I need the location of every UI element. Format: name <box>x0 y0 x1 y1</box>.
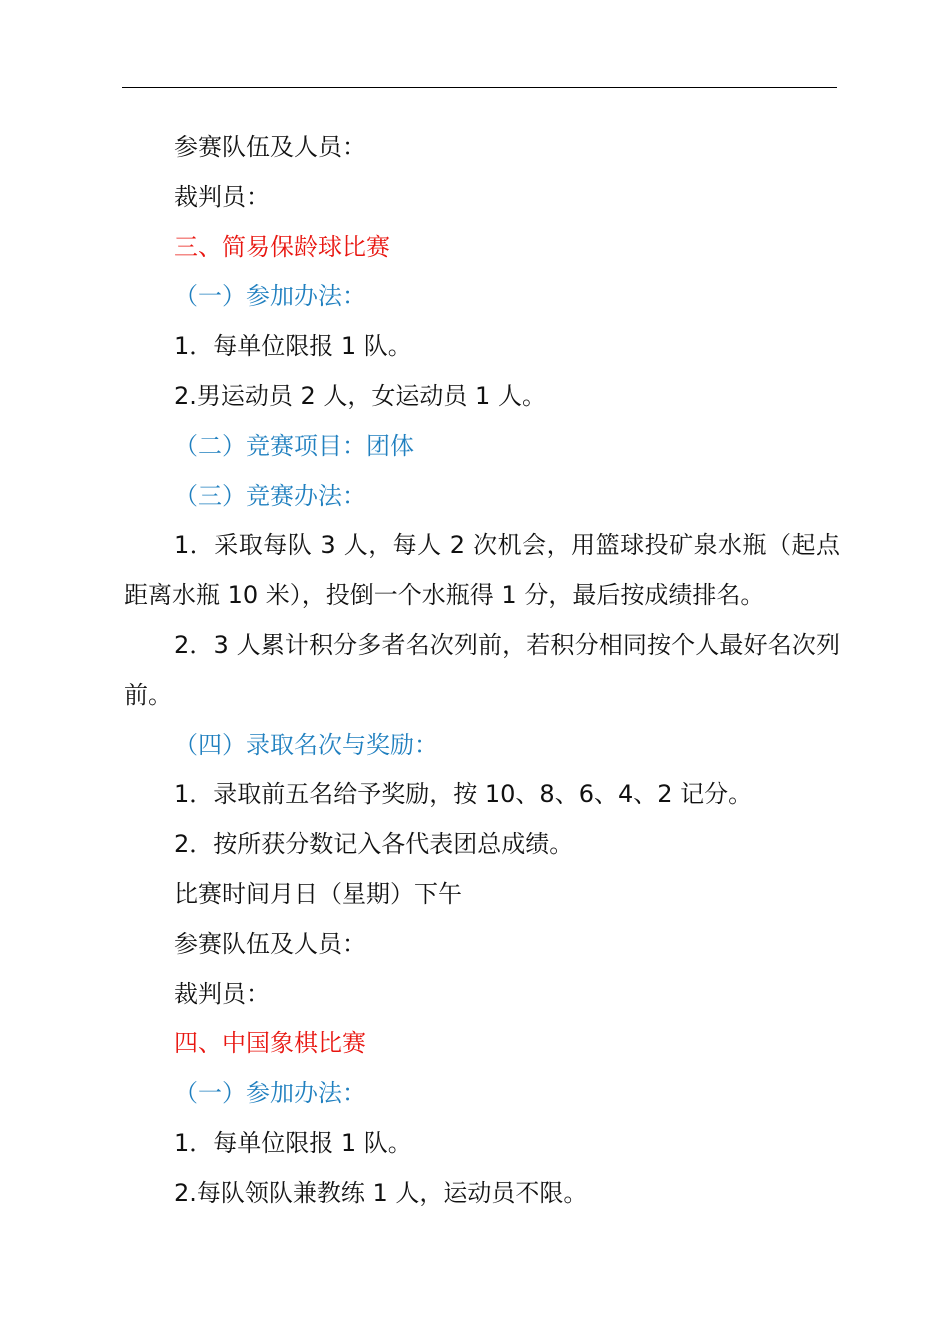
rule-item: 1．每单位限报 1 队。 <box>174 1128 412 1157</box>
award-item: 1．录取前五名给予奖励，按 10、8、6、4、2 记分。 <box>174 780 753 809</box>
method-paragraph: 2．3 人累计积分多者名次列前，若积分相同按个人最好名次列前。 <box>124 630 840 709</box>
section-heading-chess: 四、中国象棋比赛 <box>174 1029 366 1058</box>
award-item: 2．按所获分数记入各代表团总成绩。 <box>174 830 574 859</box>
subheading-event: （二）竞赛项目：团体 <box>174 431 414 460</box>
subheading-method: （三）竞赛办法： <box>174 481 366 510</box>
section-heading-bowling: 三、简易保龄球比赛 <box>174 232 390 261</box>
participants-label: 参赛队伍及人员： <box>174 929 366 958</box>
method-paragraph: 1．采取每队 3 人，每人 2 次机会，用篮球投矿泉水瓶（起点距离水瓶 10 米），投倒一个水瓶得 1 分，最后按成绩排名。 <box>124 531 840 610</box>
rule-item: 2.男运动员 2 人，女运动员 1 人。 <box>174 381 546 410</box>
rule-item: 1．每单位限报 1 队。 <box>174 332 412 361</box>
participants-label: 参赛队伍及人员： <box>174 133 366 161</box>
match-time: 比赛时间月日（星期）下午 <box>174 879 462 908</box>
referee-label: 裁判员： <box>174 979 270 1008</box>
rule-item: 2.每队领队兼教练 1 人，运动员不限。 <box>174 1178 588 1207</box>
subheading-awards: （四）录取名次与奖励： <box>174 730 438 759</box>
subheading-participation: （一）参加办法： <box>174 282 366 311</box>
document-body <box>124 123 840 1219</box>
referee-label: 裁判员： <box>174 182 270 211</box>
header-rule <box>122 87 837 88</box>
subheading-participation: （一）参加办法： <box>174 1079 366 1108</box>
